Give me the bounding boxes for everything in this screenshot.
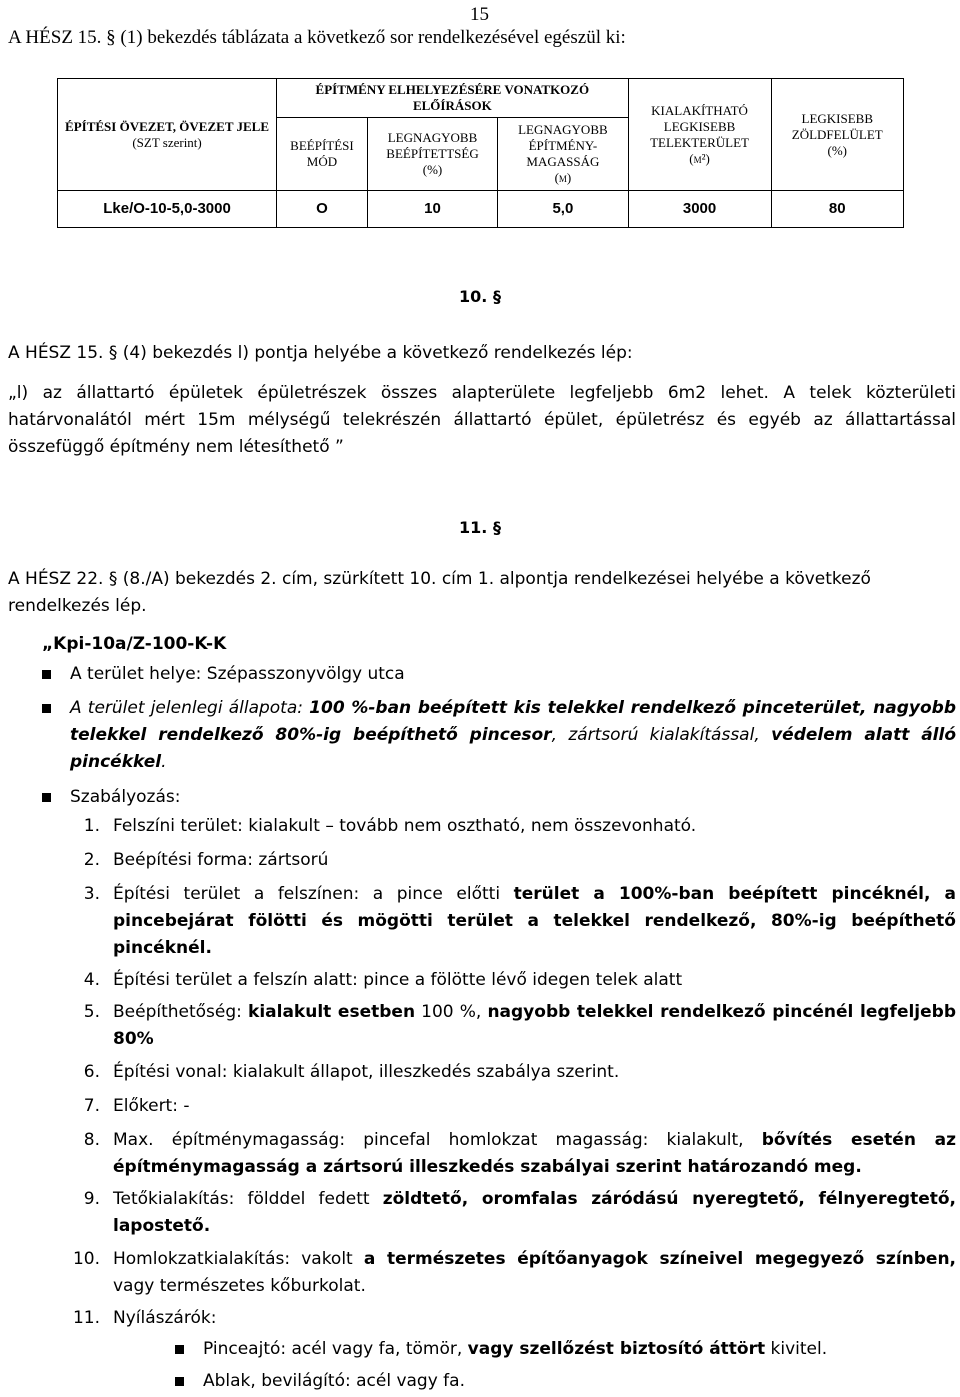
bullet-state: A terület jelenlegi állapota: 100 %-ban beépített kis telekkel rendelkező pinceterület, nagyobb telekkel rendelkező 80%-ig beépíthető pincesor, zártsorú kialakítással, védelem alatt álló pincékkel. xyxy=(70,698,957,772)
bullet-regulation: Szabályozás: xyxy=(70,787,181,807)
list-item: Építési terület a felszínen: a pince előtti terület a 100%-ban beépített pincéknél, a pincebejárat fölötti és mögötti terület a telekkel rendelkező, 80%-ig beépíthető pincéknél. xyxy=(113,884,956,958)
table-row xyxy=(58,191,904,228)
section-heading-11: 11. § xyxy=(459,518,501,537)
cell-height: 5,0 xyxy=(498,191,628,228)
col-coverage-header: LEGNAGYOBB BEÉPÍTETTSÉG (%) xyxy=(367,118,497,191)
group-header: ÉPÍTMÉNY ELHELYEZÉSÉRE VONATKOZÓ ELŐÍRÁSOK xyxy=(277,79,629,118)
cell-green: 80 xyxy=(771,191,904,228)
list-item: Tetőkialakítás: földdel fedett zöldtető, oromfalas záródású nyeregtető, félnyeregtető, lapostető. xyxy=(113,1189,956,1236)
section-heading-10: 10. § xyxy=(459,287,501,306)
list-item: Felszíni terület: kialakult – tovább nem osztható, nem összevonható. xyxy=(113,816,697,836)
intro-line: A HÉSZ 15. § (1) bekezdés táblázata a következő sor rendelkezésével egészül ki: xyxy=(8,27,626,48)
cell-zone: Lke/O-10-5,0-3000 xyxy=(58,191,277,228)
col-plot-header: KIALAKÍTHATÓ LEGKISEBB TELEKTERÜLET (m²) xyxy=(628,79,771,191)
list-item: Beépítési forma: zártsorú xyxy=(113,850,329,870)
sec10-line: A HÉSZ 15. § (4) bekezdés l) pontja helyébe a következő rendelkezés lép: xyxy=(8,343,633,363)
sec10-quote: „l) az állattartó épületek épületrészek összes alapterülete legfeljebb 6m2 lehet. A telek közterületi határvonalától mért 15m mélységű telekrészén állattartó épület, épületrész és egyéb az állattartással összefüggő építmény nem létesíthető ” xyxy=(8,383,956,457)
sub-item-door: Pinceajtó: acél vagy fa, tömör, vagy szellőzést biztosító áttört kivitel. xyxy=(203,1339,828,1359)
regulation-table xyxy=(57,78,904,228)
sec11-line: A HÉSZ 22. § (8./A) bekezdés 2. cím, szürkített 10. cím 1. alpontja rendelkezései helyébe a következő rendelkezés lép. xyxy=(8,569,871,616)
list-item: Beépíthetőség: kialakult esetben 100 %, nagyobb telekkel rendelkező pincénél legfeljebb 80% xyxy=(113,1002,956,1049)
bullet-square-icon xyxy=(42,670,51,679)
col-height-header: LEGNAGYOBB ÉPÍTMÉNY- MAGASSÁG (m) xyxy=(498,118,628,191)
col-zone-header: ÉPÍTÉSI ÖVEZET, ÖVEZET JELE (SZT szerint) xyxy=(58,79,277,191)
list-item: Max. építménymagasság: pincefal homlokzat magasság: kialakult, bővítés esetén az építménymagasság a zártsorú illeszkedés szabályai szerint határozandó meg. xyxy=(113,1130,956,1177)
cell-mode: O xyxy=(277,191,368,228)
cell-plot: 3000 xyxy=(628,191,771,228)
bullet-square-icon xyxy=(42,793,51,802)
sub-item-window: Ablak, bevilágító: acél vagy fa. xyxy=(203,1371,465,1391)
list-item: Homlokzatkialakítás: vakolt a természetes építőanyagok színeivel megegyező színben, vagy természetes kőburkolat. xyxy=(113,1249,957,1296)
page-number: 15 xyxy=(470,4,489,25)
bullet-square-icon xyxy=(175,1377,184,1386)
col-mode-header: BEÉPÍTÉSI MÓD xyxy=(277,118,368,191)
col-green-header: LEGKISEBB ZÖLDFELÜLET (%) xyxy=(771,79,904,191)
list-item: Építési vonal: kialakult állapot, illeszkedés szabálya szerint. xyxy=(113,1062,620,1082)
list-item: Építési terület a felszín alatt: pince a fölötte lévő idegen telek alatt xyxy=(113,970,683,990)
bullet-square-icon xyxy=(175,1345,184,1354)
list-item: Nyílászárók: xyxy=(113,1308,217,1328)
bullet-square-icon xyxy=(42,704,51,713)
bullet-location: A terület helye: Szépasszonyvölgy utca xyxy=(70,664,405,684)
list-item: Előkert: - xyxy=(113,1096,190,1116)
zone-title: „Kpi-10a/Z-100-K-K xyxy=(42,634,227,654)
cell-coverage: 10 xyxy=(367,191,497,228)
